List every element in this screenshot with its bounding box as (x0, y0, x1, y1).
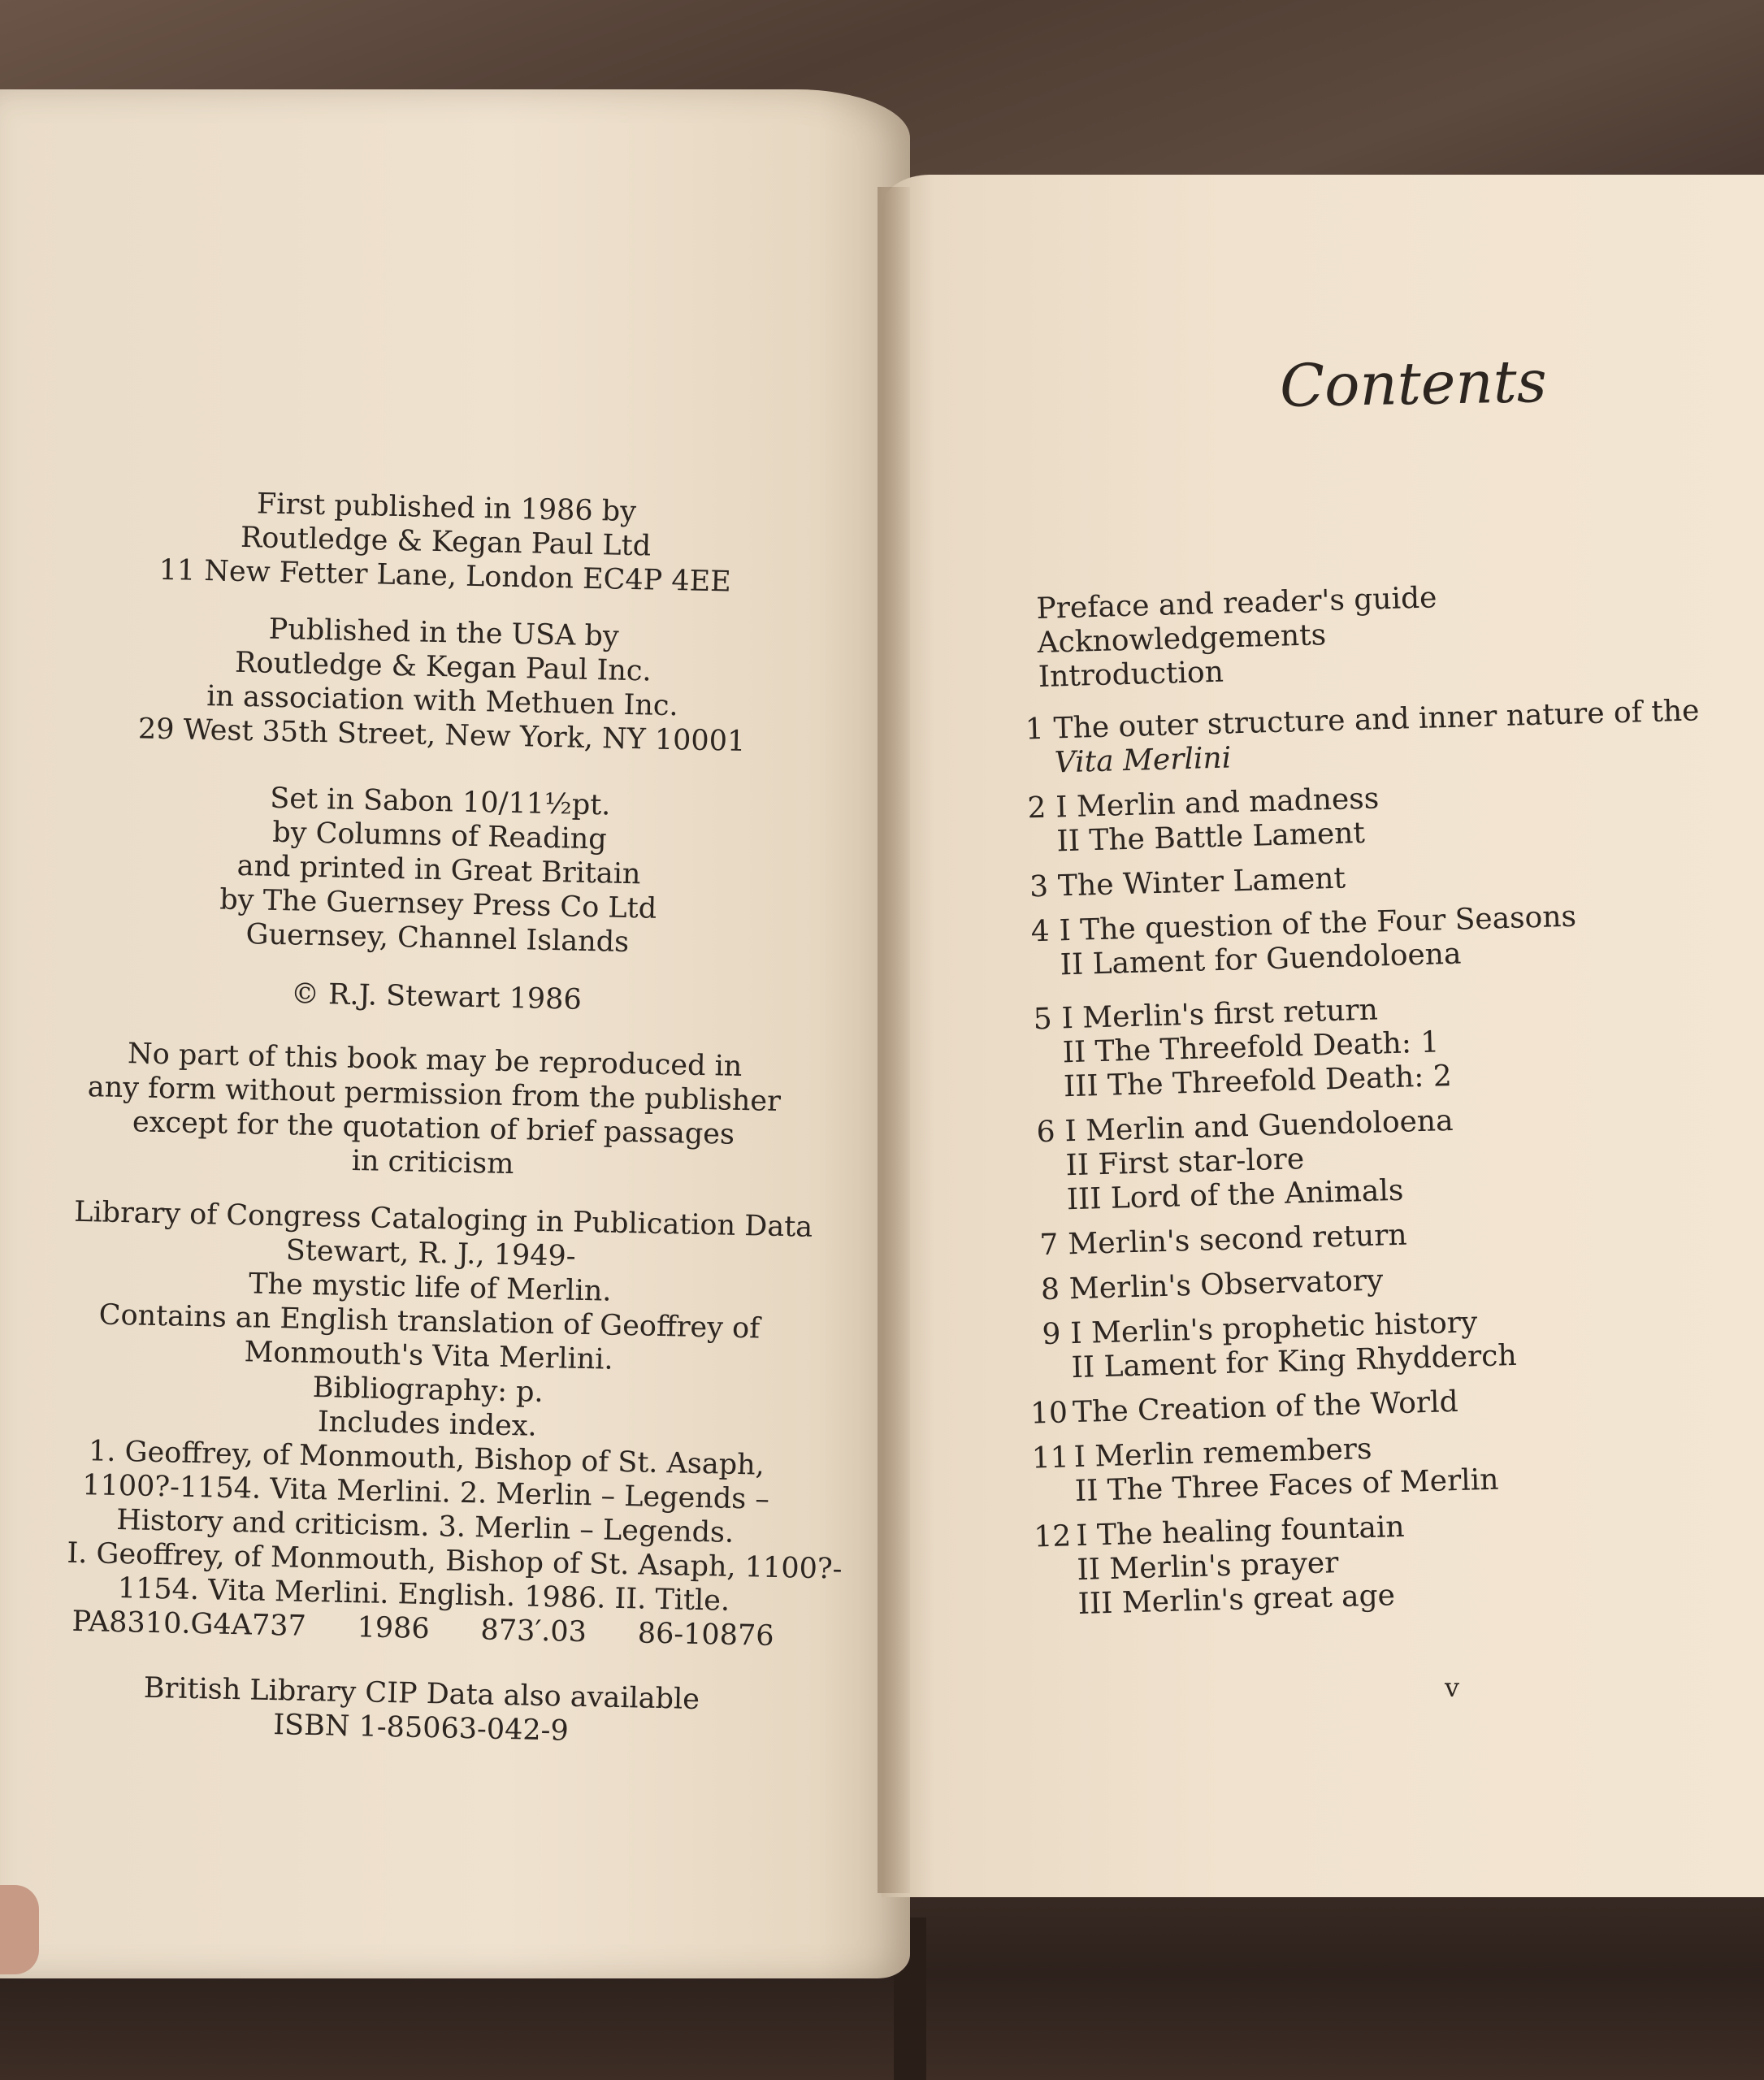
chapter-number: 1 (1025, 712, 1045, 747)
front-matter-list (1008, 573, 1725, 696)
chapter-title: II The Three Faces of Merlin (1074, 1462, 1499, 1509)
chapter-8 (1026, 1254, 1742, 1308)
british-library-note: British Library CIP Data also available ISBN 1-85063-042-9 (143, 1671, 700, 1748)
chapter-title: I The healing fountain (1075, 1510, 1406, 1554)
chapter-title: I Merlin and madness (1055, 782, 1380, 825)
chapter-title: The outer structure and inner nature of the (1053, 694, 1700, 746)
chapter-title: I Merlin's prophetic history (1069, 1306, 1478, 1351)
book-gutter (878, 187, 910, 1893)
chapter-title: II The Battle Lament (1055, 816, 1366, 859)
chapter-number: 9 (1042, 1317, 1062, 1352)
chapter-title: II Lament for King Rhydderch (1071, 1338, 1518, 1385)
chapter-title: Merlin's second return (1067, 1218, 1408, 1262)
toc-item-introduction: Introduction (1038, 655, 1224, 694)
printing-info: Set in Sabon 10/11½pt. by Columns of Reading and printed in Great Britain by The Guernsey Press Co Ltd Guernsey, Channel Islands (219, 782, 657, 960)
chapter-title: Vita Merlini (1054, 741, 1232, 780)
imprint-text (63, 483, 843, 1775)
chapter-number: 10 (1029, 1396, 1068, 1431)
chapter-10 (1030, 1377, 1746, 1432)
chapter-title: III Lord of the Animals (1066, 1173, 1404, 1217)
chapter-title: I Merlin and Guendoloena (1064, 1103, 1454, 1149)
toc-item-acknowledgements: Acknowledgements (1037, 618, 1327, 660)
copyright-line: © R.J. Stewart 1986 (290, 977, 583, 1016)
thumb (0, 1885, 39, 1974)
chapter-title: I The question of the Four Seasons (1059, 899, 1577, 948)
chapter-number: 3 (1029, 869, 1049, 904)
chapter-title: III The Threefold Death: 2 (1063, 1059, 1453, 1104)
cip-classification: PA8310.G4A737 1986 873′.03 86-10876 (72, 1605, 774, 1653)
chapter-title: Merlin's Observatory (1068, 1263, 1384, 1306)
chapter-title: II The Threefold Death: 1 (1062, 1025, 1440, 1070)
chapter-title: The Creation of the World (1072, 1384, 1459, 1430)
chapter-5 (1019, 983, 1736, 1106)
chapter-title: I Merlin's first return (1061, 993, 1379, 1036)
publisher-usa: Published in the USA by Routledge & Kegan Paul Inc. in association with Methuen Inc. 29 West 35th Street, New York, NY 10001 (137, 613, 746, 758)
chapter-4 (1016, 895, 1733, 984)
chapter-1 (1011, 693, 1727, 782)
chapter-3 (1016, 851, 1731, 905)
chapter-title: II First star-lore (1065, 1142, 1305, 1183)
chapter-number: 7 (1038, 1228, 1059, 1263)
chapter-number: 6 (1036, 1115, 1056, 1150)
chapter-12 (1034, 1501, 1751, 1623)
chapter-number: 8 (1040, 1272, 1060, 1307)
chapter-number: 2 (1026, 791, 1047, 826)
chapter-2 (1013, 772, 1730, 860)
page-number: v (1445, 1672, 1460, 1703)
chapter-title: II Lament for Guendoloena (1060, 937, 1462, 982)
table-of-contents (1008, 573, 1751, 1633)
chapter-title: II Merlin's prayer (1077, 1546, 1339, 1588)
chapter-title: III Merlin's great age (1077, 1579, 1396, 1622)
cip-data: Library of Congress Cataloging in Publication Data Stewart, R. J., 1949- The mystic life of Merlin. Contains an English translation of Geoffrey of Monmouth's Vita Merlini. Bibliography: p. Includes index. 1. Geoffrey, of Monmouth, Bishop of St. Asaph, 1100?-1154. Vita Merlini. 2. Merlin – Legends – History and criticism. 3. Merlin – Legends. I. Geoffrey, of Monmouth, Bishop of St. Asaph, 1100?- 1154. Vita Merlini. English. 1986. II. Title. PA8310.G4A737 1986 873′.03 86-10876 (66, 1195, 843, 1653)
rights-notice: No part of this book may be reproduced in any form without permission from the publisher except for the quotation of brief passages in criticism (87, 1038, 782, 1181)
chapter-number: 11 (1031, 1441, 1070, 1476)
chapter-6 (1022, 1096, 1740, 1219)
chapter-9 (1028, 1298, 1744, 1387)
chapter-title: I Merlin remembers (1073, 1432, 1372, 1475)
contents-title: Contents (1279, 347, 1548, 420)
chapter-title: The Winter Lament (1057, 861, 1346, 904)
chapter-number: 4 (1030, 914, 1051, 949)
chapter-11 (1031, 1422, 1748, 1510)
chapter-7 (1025, 1209, 1741, 1263)
publisher-uk: First published in 1986 by Routledge & Kegan Paul Ltd 11 New Fetter Lane, London EC4P 4EE (158, 488, 732, 599)
toc-item-preface: Preface and reader's guide (1035, 581, 1437, 626)
chapter-number: 5 (1033, 1002, 1053, 1037)
chapter-number: 12 (1033, 1519, 1072, 1554)
